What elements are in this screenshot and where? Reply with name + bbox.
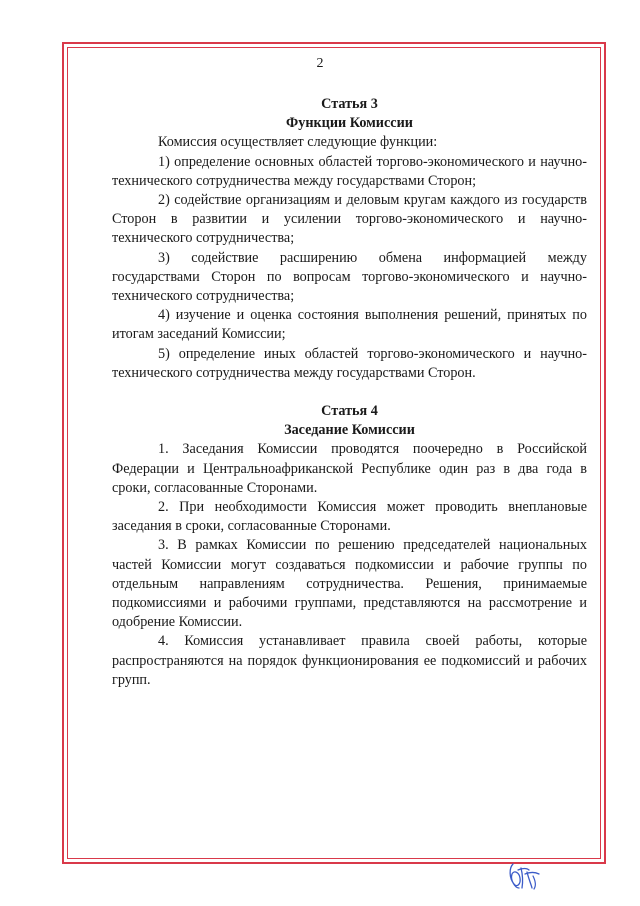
page-number: 2 bbox=[316, 56, 324, 71]
article-4-subtitle: Заседание Комиссии bbox=[284, 422, 415, 439]
article-4-item-3: 3. В рамках Комиссии по решению председателей национальных частей Комиссии могут создаваться подкомиссии и рабочие группы по отдельным направлениям сотрудничества. Решения, принимаемые подкомиссиями и рабочими группами, представляются на рассмотрение и одобрение Комиссии. bbox=[112, 537, 587, 631]
document-body bbox=[112, 95, 587, 690]
article-3-subtitle: Функции Комиссии bbox=[286, 115, 413, 132]
article-3-item-5: 5) определение иных областей торгово-экономического и научно-технического сотрудничества между государствами Сторон. bbox=[112, 345, 587, 381]
section-spacer bbox=[112, 383, 587, 402]
article-3-item-3: 3) содействие расширению обмена информацией между государствами Сторон по вопросам торгово-экономического и научно-технического сотрудничества; bbox=[112, 249, 587, 305]
article-3-item-1: 1) определение основных областей торгово-экономического и научно-технического сотрудничества между государствами Сторон; bbox=[112, 153, 587, 189]
article-3-intro: Комиссия осуществляет следующие функции: bbox=[158, 134, 438, 151]
article-4-item-4: 4. Комиссия устанавливает правила своей работы, которые распространяются на порядок функционирования ее подкомиссий и рабочих групп. bbox=[112, 633, 587, 688]
article-3-item-2: 2) содействие организациям и деловым кругам каждого из государств Сторон в развитии и усилении торгово-экономического и научно-технического сотрудничества; bbox=[112, 192, 587, 247]
article-3-title: Статья 3 bbox=[321, 96, 378, 112]
article-4-item-1: 1. Заседания Комиссии проводятся поочередно в Российской Федерации и Центральноафриканской Республике один раз в два года в сроки, согласованные Сторонами. bbox=[112, 441, 587, 496]
article-4-item-2: 2. При необходимости Комиссия может проводить внеплановые заседания в сроки, согласованные Сторонами. bbox=[112, 499, 587, 535]
article-4-title: Статья 4 bbox=[321, 403, 378, 420]
handwritten-initials-signature bbox=[505, 858, 545, 892]
article-3-item-4: 4) изучение и оценка состояния выполнения решений, принятых по итогам заседаний Комиссии; bbox=[112, 307, 587, 343]
